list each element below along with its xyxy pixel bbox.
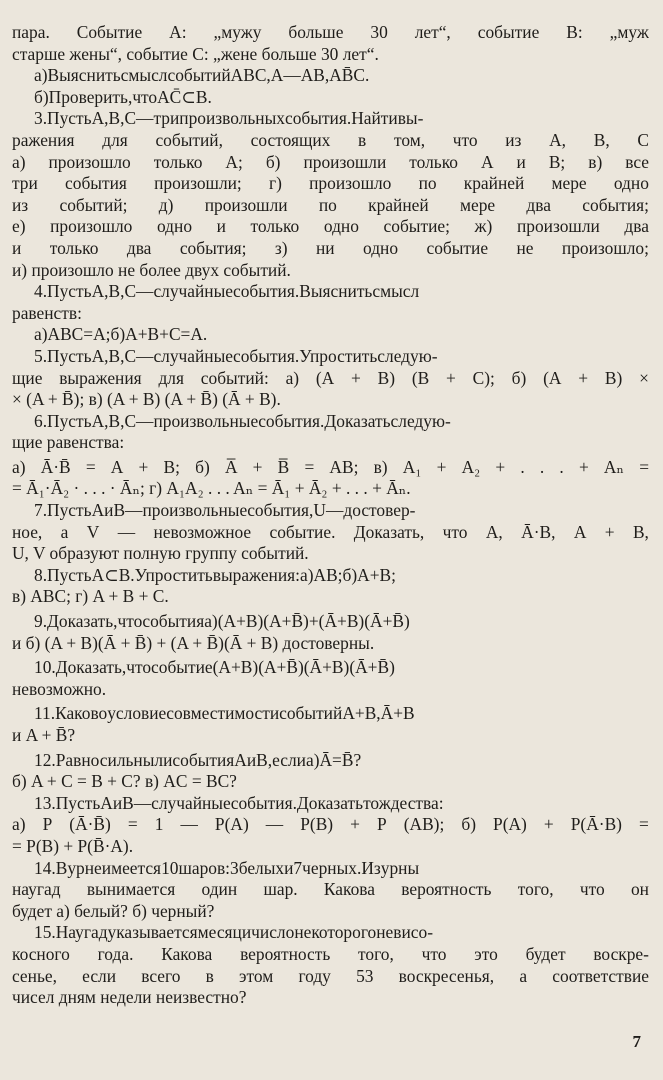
text-line: старше жены“, событие C: „жене больше 30 лет“. bbox=[12, 43, 379, 64]
text-line: 4. Пусть A, B, C — случайные события. Выяснить смысл bbox=[34, 281, 420, 302]
text-line: 13. Пусть A и B — случайные события. Доказать тождества: bbox=[34, 792, 444, 813]
text-line: ное, а V — невозможное событие. Доказать, что A, Ā·B, A + B, bbox=[12, 521, 649, 542]
text-line: сенье, если всего в этом году 53 воскресенья, а соответствие bbox=[12, 965, 649, 986]
text-line: ражения для событий, состоящих в том, что из A, B, C bbox=[12, 129, 649, 150]
text-line: б) A + C = B + C? в) AC = BC? bbox=[12, 771, 237, 792]
text-line: а) ABC = A; б) A + B + C = A. bbox=[34, 324, 208, 345]
text-line: щие равенства: bbox=[12, 432, 125, 453]
text-line: 14. В урне имеется 10 шаров: 3 белых и 7 черных. Из урны bbox=[34, 857, 420, 878]
text-line: а) P (Ā·B̄) = 1 — P(A) — P(B) + P (AB); б) P(A) + P(Ā·B) = bbox=[12, 814, 649, 835]
text-line: U, V образуют полную группу событий. bbox=[12, 543, 309, 564]
text-line: будет а) белый? б) черный? bbox=[12, 900, 215, 921]
text-line: наугад вынимается один шар. Какова вероятность того, что он bbox=[12, 879, 649, 900]
text-line: три события произошли; г) произошло по крайней мере одно bbox=[12, 173, 649, 194]
text-line: 5. Пусть A, B, C — случайные события. Упростить следую- bbox=[34, 345, 438, 366]
text-line: косного года. Какова вероятность того, что это будет воскре- bbox=[12, 943, 649, 964]
text-line: чисел дням недели неизвестно? bbox=[12, 987, 247, 1008]
text-line: щие выражения для событий: а) (A + B) (B + C); б) (A + B) × bbox=[12, 367, 649, 388]
text-line: пара. Событие A: „мужу больше 30 лет“, событие B: „муж bbox=[12, 22, 649, 42]
text-line: 3. Пусть A, B, C — три произвольных события. Найти вы- bbox=[34, 108, 424, 129]
text-line: 10. Доказать, что событие (A + B) (A + B̄) (Ā + B) (Ā + B̄) bbox=[34, 657, 395, 678]
text-line: а) Выяснить смысл событий ABC, A — AB, AB̄C. bbox=[34, 65, 370, 86]
text-line: 15. Наугад указывается месяц и число некоторого не висо- bbox=[34, 922, 433, 943]
text-line: 6. Пусть A, B, C — произвольные события. Доказать следую- bbox=[34, 410, 451, 431]
text-line: и б) (A + B)(Ā + B̄) + (A + B̄)(Ā + B) достоверны. bbox=[12, 632, 375, 653]
text-line: 12. Равносильны ли события A и B, если а) Ā = B̄? bbox=[34, 749, 362, 770]
text-line: а) Ā·B̄ = A + B; б) A̅ + B̅ = AB; в) A₁ + A₂ + . . . + Aₙ = bbox=[12, 456, 649, 477]
text-line: 11. Каково условие совместимости событий A + B, Ā + B bbox=[34, 703, 415, 724]
text-line: 7. Пусть A и B — произвольные события, U — достовер- bbox=[34, 500, 416, 521]
text-line: б) Проверить, что AC̄ ⊂ B. bbox=[34, 86, 212, 107]
text-line: 9. Доказать, что события а) (A + B)(A + B̄) + (Ā + B)(Ā + B̄) bbox=[34, 611, 410, 632]
page-number: 7 bbox=[632, 1032, 641, 1051]
text-line: × (A + B̄); в) (A + B) (A + B̄) (Ā + B). bbox=[12, 389, 281, 410]
text-line: невозможно. bbox=[12, 678, 107, 699]
page-body-text bbox=[12, 22, 649, 1009]
text-line: равенств: bbox=[12, 302, 82, 323]
text-line: а) произошло только A; б) произошли только A и B; в) все bbox=[12, 151, 649, 172]
text-line: 8. Пусть A ⊂ B. Упростить выражения: а) AB; б) A + B; bbox=[34, 564, 396, 585]
text-line: в) ABC; г) A + B + C. bbox=[12, 586, 169, 607]
text-line: и) произошло не более двух событий. bbox=[12, 259, 291, 280]
text-line: и A + B̄? bbox=[12, 725, 76, 745]
text-line: из событий; д) произошли по крайней мере два события; bbox=[12, 194, 649, 215]
text-line: и только два события; з) ни одно событие не произошло; bbox=[12, 237, 649, 258]
text-line: = P(B) + P(B̄·A). bbox=[12, 835, 134, 856]
text-line: е) произошло одно и только одно событие; ж) произошли два bbox=[12, 216, 649, 237]
text-line: = Ā₁·Ā₂ · . . . · Āₙ; г) A₁A₂ . . . Aₙ = Ā₁ + Ā₂ + . . . + Āₙ. bbox=[12, 478, 411, 499]
